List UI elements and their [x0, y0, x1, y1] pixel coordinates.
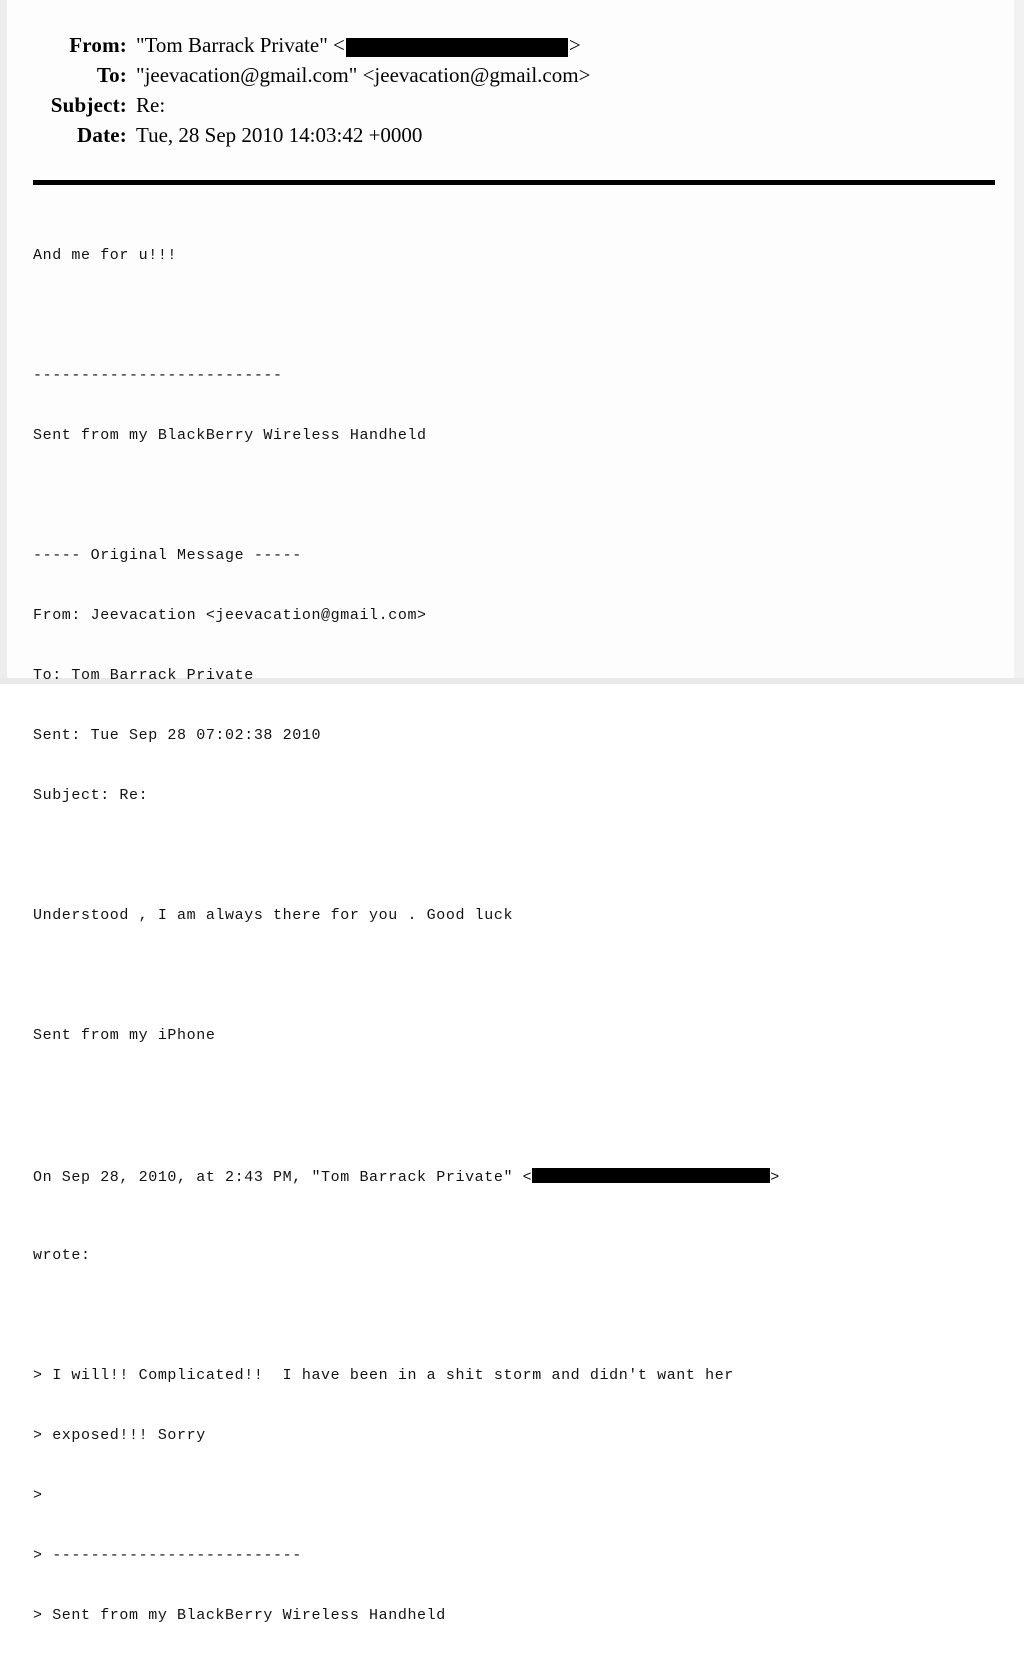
body-line: Sent from my iPhone [33, 1027, 216, 1044]
body-line: wrote: [33, 1247, 91, 1264]
body-line: > -------------------------- [33, 1547, 302, 1564]
body-line: Understood , I am always there for you . Good luck [33, 907, 514, 924]
body-line: -------------------------- [33, 367, 283, 384]
body-line [33, 846, 998, 866]
header-row-to [34, 60, 996, 90]
header-label-subject: Subject: [50, 93, 127, 117]
body-line-redacted [33, 1166, 998, 1186]
body-line [33, 966, 998, 986]
header-row-date [34, 120, 996, 150]
body-line: > Sent from my BlackBerry Wireless Handheld [33, 1607, 446, 1624]
header-value-to: "jeevacation@gmail.com" <jeevacation@gmail.com> [136, 63, 591, 87]
header-divider-rule [33, 180, 995, 185]
header-label-date: Date: [77, 123, 127, 147]
body-line: To: Tom Barrack Private [33, 667, 254, 684]
body-line: Sent: Tue Sep 28 07:02:38 2010 [33, 727, 322, 744]
body-line [33, 1086, 998, 1106]
body-line [33, 1306, 998, 1326]
body-line: Sent from my BlackBerry Wireless Handheld [33, 427, 427, 444]
redaction-bar-from [346, 38, 568, 57]
header-label-to: To: [96, 63, 127, 87]
header-value-date: Tue, 28 Sep 2010 14:03:42 +0000 [136, 123, 423, 147]
page-left-edge [0, 0, 7, 684]
email-header [34, 30, 996, 150]
header-label-from: From: [69, 33, 127, 57]
page-right-edge [1014, 0, 1024, 684]
email-body [33, 206, 998, 1666]
body-line: > [33, 1487, 43, 1504]
body-line [33, 306, 998, 326]
from-text: "Tom Barrack Private" < [136, 33, 345, 57]
body-line: From: Jeevacation <jeevacation@gmail.com> [33, 607, 427, 624]
header-value-subject: Re: [136, 93, 166, 117]
body-line: ----- Original Message ----- [33, 547, 302, 564]
body-line [33, 486, 998, 506]
body-line: Subject: Re: [33, 787, 149, 804]
from-text-after: > [568, 33, 581, 57]
redacted-line-after: > [770, 1169, 780, 1186]
body-line: > exposed!!! Sorry [33, 1427, 206, 1444]
header-row-subject [34, 90, 996, 120]
header-value-from [136, 30, 581, 60]
body-line: > I will!! Complicated!! I have been in a shit storm and didn't want her [33, 1367, 734, 1384]
header-row-from [34, 30, 996, 60]
redaction-bar-body [532, 1168, 770, 1183]
body-line: And me for u!!! [33, 247, 178, 264]
redacted-line-before: On Sep 28, 2010, at 2:43 PM, "Tom Barrack Private" < [33, 1169, 533, 1186]
